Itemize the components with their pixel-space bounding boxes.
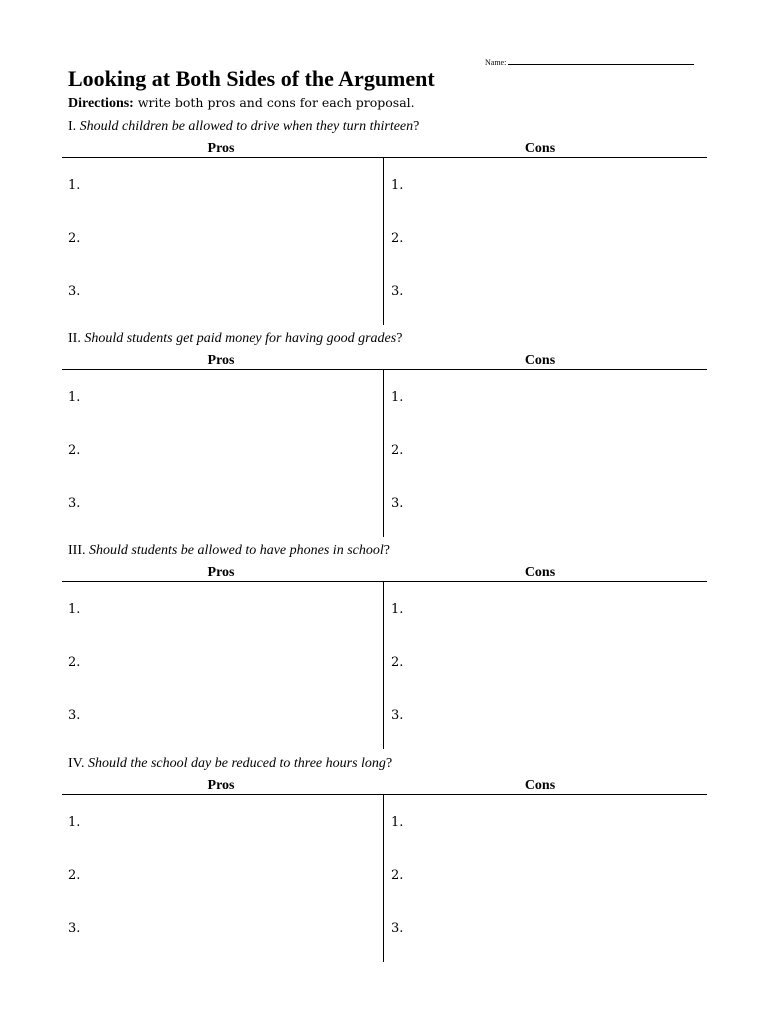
pros-item-2: 2. — [68, 443, 81, 458]
cons-item-1: 1. — [391, 390, 404, 405]
table-top-rule — [62, 157, 707, 158]
column-divider — [383, 370, 384, 537]
pros-heading: Pros — [207, 565, 235, 580]
cons-item-3: 3. — [391, 708, 404, 723]
question-mark: ? — [385, 756, 393, 771]
name-blank-line — [508, 56, 694, 65]
question-text: Should students be allowed to have phones in school — [89, 543, 384, 558]
question-2 — [68, 331, 402, 347]
question-1 — [68, 119, 419, 135]
question-numeral: III. — [68, 543, 89, 558]
pros-item-2: 2. — [68, 655, 81, 670]
cons-item-1: 1. — [391, 602, 404, 617]
pros-item-3: 3. — [68, 284, 81, 299]
name-field — [485, 56, 694, 67]
cons-item-1: 1. — [391, 178, 404, 193]
pros-heading: Pros — [207, 141, 235, 156]
pros-item-2: 2. — [68, 231, 81, 246]
pros-heading: Pros — [207, 353, 235, 368]
cons-heading: Cons — [524, 778, 556, 793]
pros-heading: Pros — [207, 778, 235, 793]
directions — [68, 95, 415, 112]
pros-item-1: 1. — [68, 602, 81, 617]
name-label: Name: — [485, 58, 507, 67]
question-section-3 — [0, 543, 768, 755]
cons-item-3: 3. — [391, 284, 404, 299]
pros-item-3: 3. — [68, 921, 81, 936]
cons-heading: Cons — [524, 565, 556, 580]
question-mark: ? — [413, 119, 420, 134]
question-section-4 — [0, 756, 768, 968]
cons-item-2: 2. — [391, 868, 404, 883]
cons-item-2: 2. — [391, 231, 404, 246]
pros-item-1: 1. — [68, 178, 81, 193]
question-mark: ? — [396, 331, 403, 346]
table-top-rule — [62, 794, 707, 795]
table-top-rule — [62, 581, 707, 582]
column-divider — [383, 582, 384, 749]
cons-item-2: 2. — [391, 655, 404, 670]
cons-item-1: 1. — [391, 815, 404, 830]
pros-item-2: 2. — [68, 868, 81, 883]
question-text: Should the school day be reduced to three hours long — [87, 756, 386, 771]
cons-heading: Cons — [524, 353, 556, 368]
cons-item-2: 2. — [391, 443, 404, 458]
pros-item-3: 3. — [68, 708, 81, 723]
column-divider — [383, 158, 384, 325]
question-numeral: IV. — [68, 756, 88, 771]
question-mark: ? — [383, 543, 390, 558]
directions-label: Directions: — [68, 96, 134, 111]
question-text: Should students get paid money for having good grades — [84, 331, 397, 346]
pros-item-1: 1. — [68, 815, 81, 830]
pros-item-3: 3. — [68, 496, 81, 511]
pros-item-1: 1. — [68, 390, 81, 405]
question-numeral: I. — [68, 119, 80, 134]
question-text: Should children be allowed to drive when they turn thirteen — [79, 119, 414, 134]
directions-text: write both pros and cons for each proposal. — [133, 95, 415, 110]
cons-item-3: 3. — [391, 496, 404, 511]
worksheet-title: Looking at Both Sides of the Argument — [68, 66, 435, 91]
table-top-rule — [62, 369, 707, 370]
question-4 — [68, 756, 392, 772]
question-section-1 — [0, 119, 768, 331]
question-numeral: II. — [68, 331, 85, 346]
column-divider — [383, 795, 384, 962]
cons-item-3: 3. — [391, 921, 404, 936]
cons-heading: Cons — [524, 141, 556, 156]
question-3 — [68, 543, 390, 559]
question-section-2 — [0, 331, 768, 543]
